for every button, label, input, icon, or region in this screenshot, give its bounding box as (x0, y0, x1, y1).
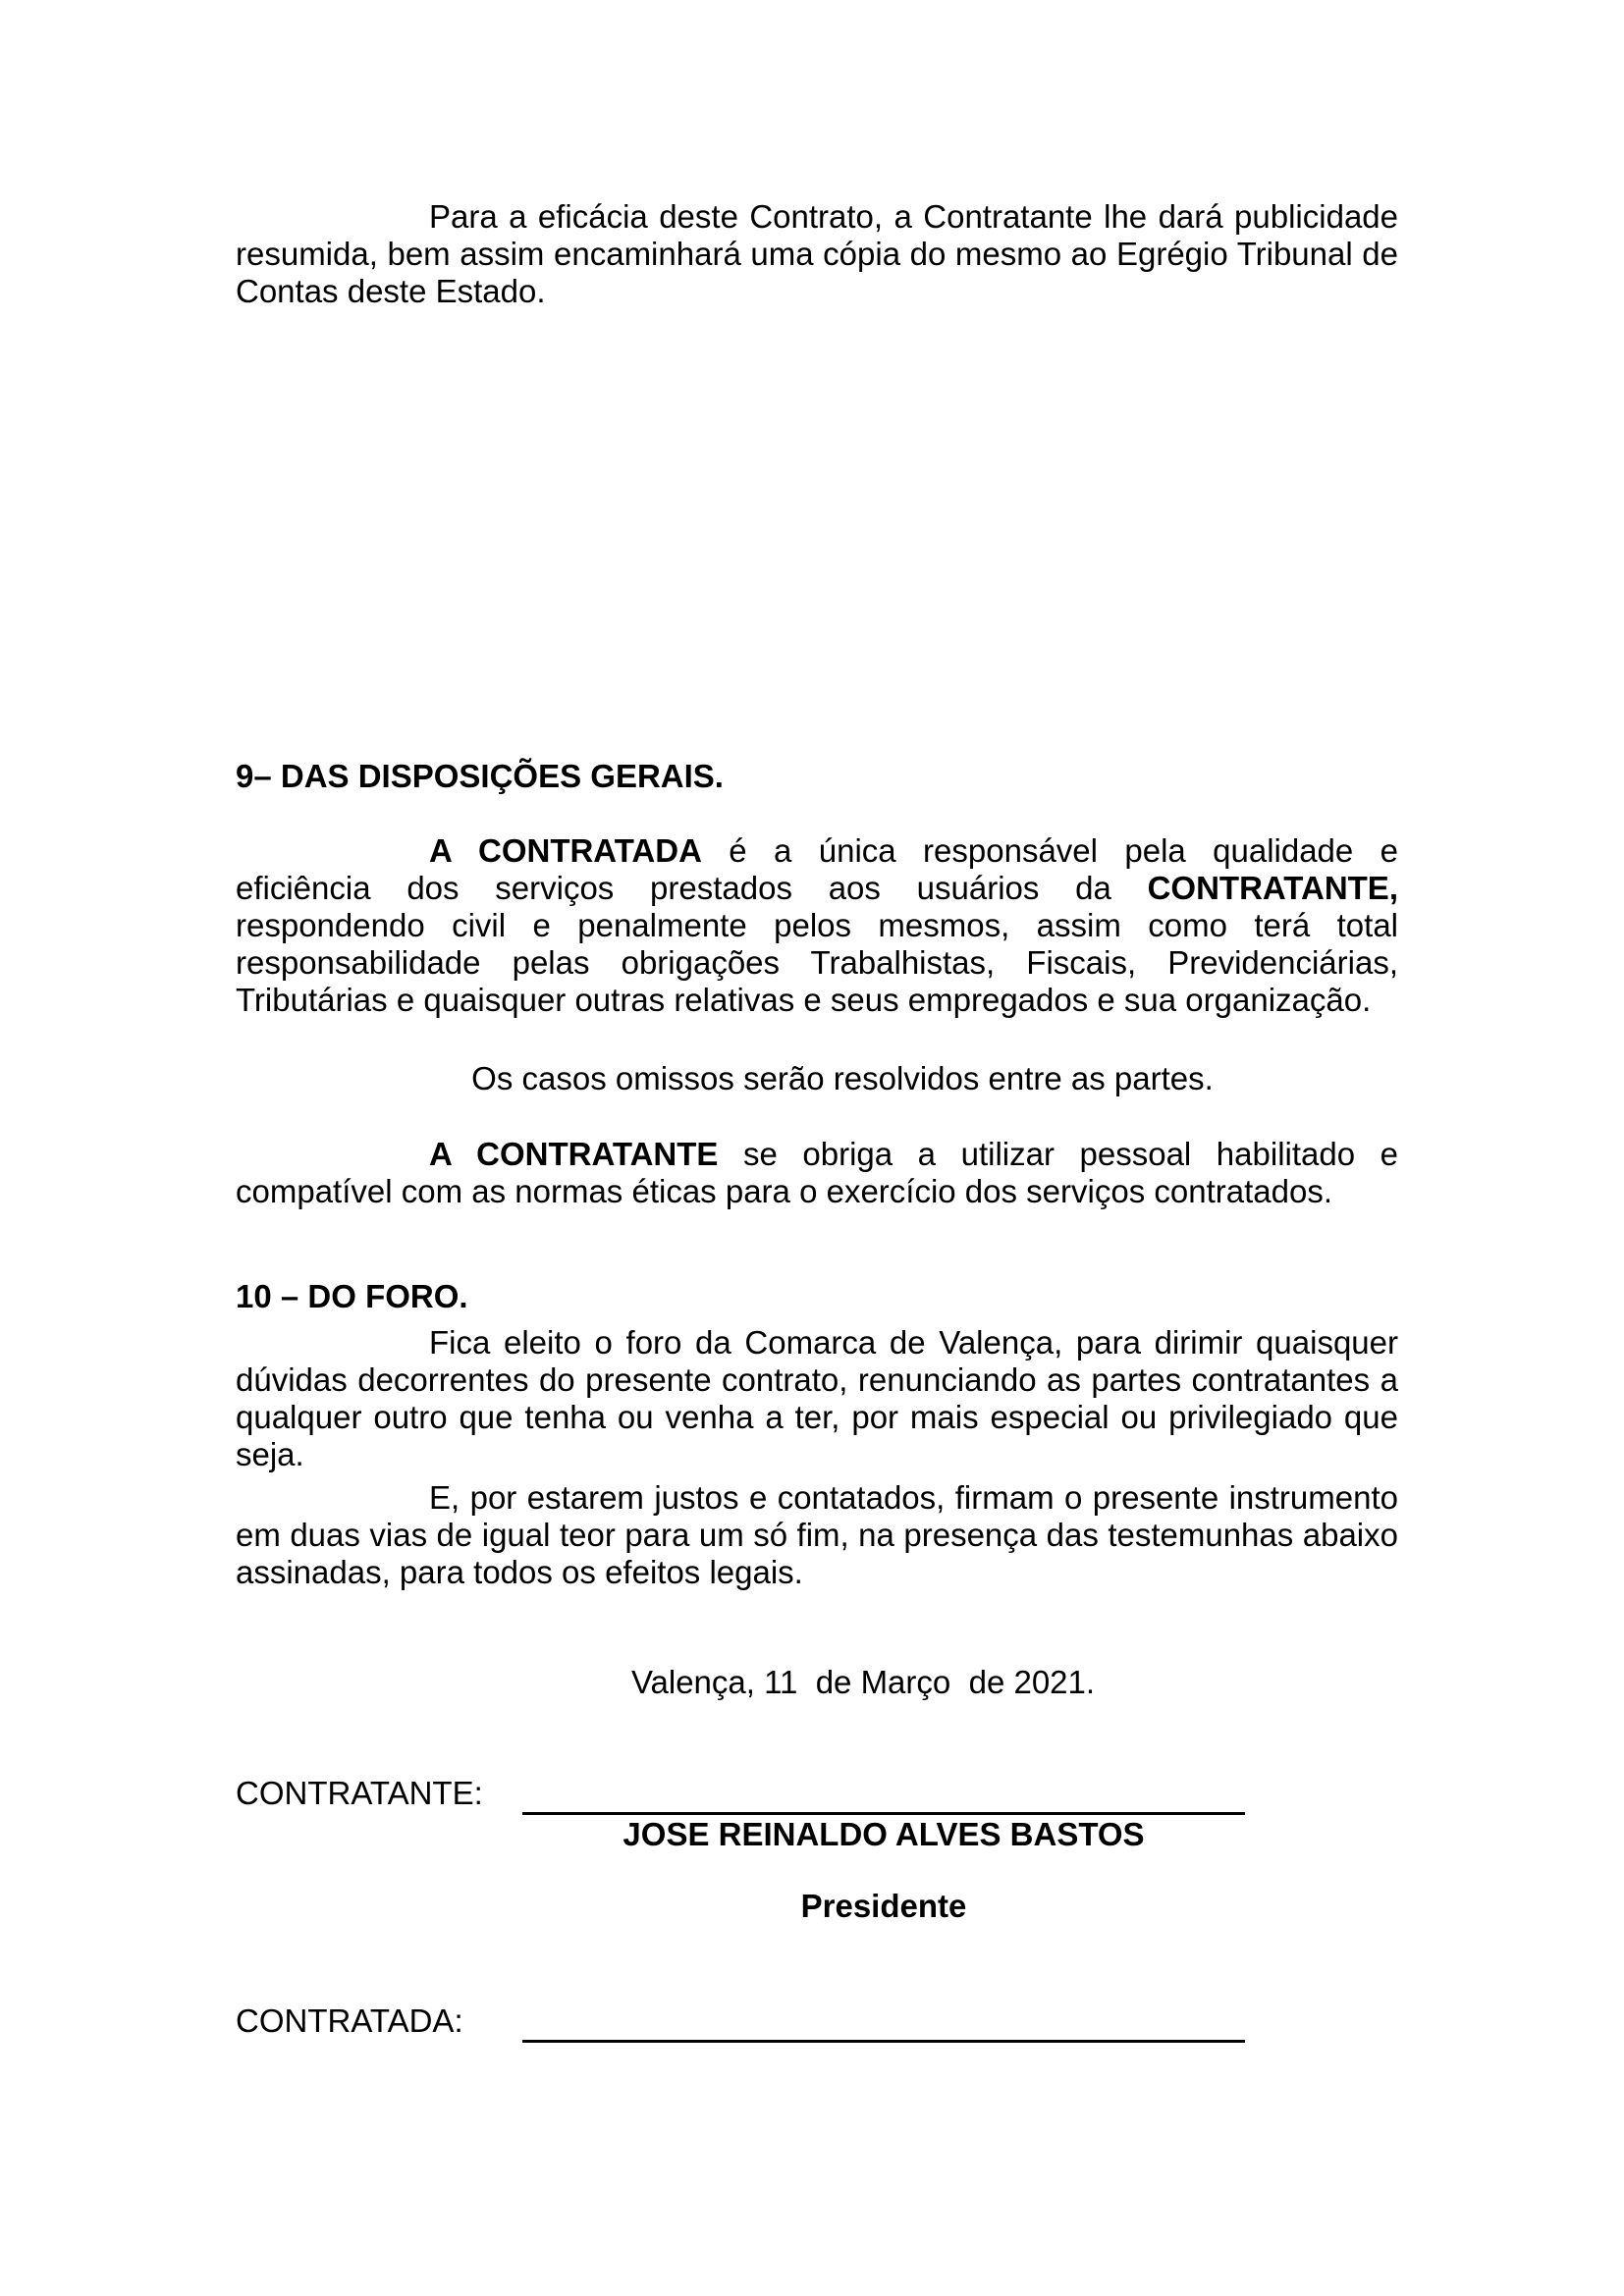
intro-paragraph: Para a eficácia deste Contrato, a Contratante lhe dará publicidade resumida, bem assim encaminhará uma cópia do mesmo ao Egrégio Tribunal de Contas deste Estado. (236, 198, 1398, 309)
contratante-bold-term: CONTRATANTE, (1147, 870, 1398, 906)
contratante-label: CONTRATANTE: (236, 1775, 483, 1811)
section-9-paragraph-1-text-a: é a única responsável pela qualidade e eficiência dos serviços prestados aos usuários da (236, 832, 1399, 906)
section-10-paragraph-1: Fica eleito o foro da Comarca de Valença, para dirimir quaisquer dúvidas decorrentes do presente contrato, renunciando as partes contratantes a qualquer outro que tenha ou venha a ter, por mais especial ou privilegiado que seja. (236, 1324, 1398, 1472)
contratante-name: JOSE REINALDO ALVES BASTOS (623, 1816, 1145, 1852)
contratante-role: Presidente (800, 1888, 967, 1924)
contratada-bold-term: A CONTRATADA (429, 832, 702, 869)
contratada-signature-line (522, 2040, 1245, 2043)
dateline: Valença, 11 de Março de 2021. (630, 1664, 1096, 1700)
section-9-paragraph-1 (236, 832, 1398, 1019)
section-9-paragraph-3-text-a: se obriga a utilizar pessoal habilitado e compatível com as normas éticas para o exercício dos serviços contratados. (236, 1136, 1398, 1209)
section-9-paragraph-2-centered: Os casos omissos serão resolvidos entre as partes. (471, 1060, 1214, 1096)
contratante-bold-term-2: A CONTRATANTE (429, 1136, 719, 1172)
contratante-signature-line (522, 1812, 1245, 1815)
section-10-heading: 10 – DO FORO. (236, 1278, 468, 1314)
section-10-paragraph-2: E, por estarem justos e contatados, firmam o presente instrumento em duas vias de igual teor para um só fim, na presença das testemunhas abaixo assinadas, para todos os efeitos legais. (236, 1479, 1398, 1590)
section-9-paragraph-1-text-b: respondendo civil e penalmente pelos mesmos, assim como terá total responsabilidade pelas obrigações Trabalhistas, Fiscais, Previdenciárias, Tributárias e quaisquer outras relativas e seus empregados e sua organização. (236, 907, 1398, 1018)
section-9-paragraph-3 (236, 1136, 1398, 1210)
contratada-label: CONTRATADA: (236, 2002, 463, 2039)
section-9-heading: 9– DAS DISPOSIÇÕES GERAIS. (236, 758, 724, 794)
